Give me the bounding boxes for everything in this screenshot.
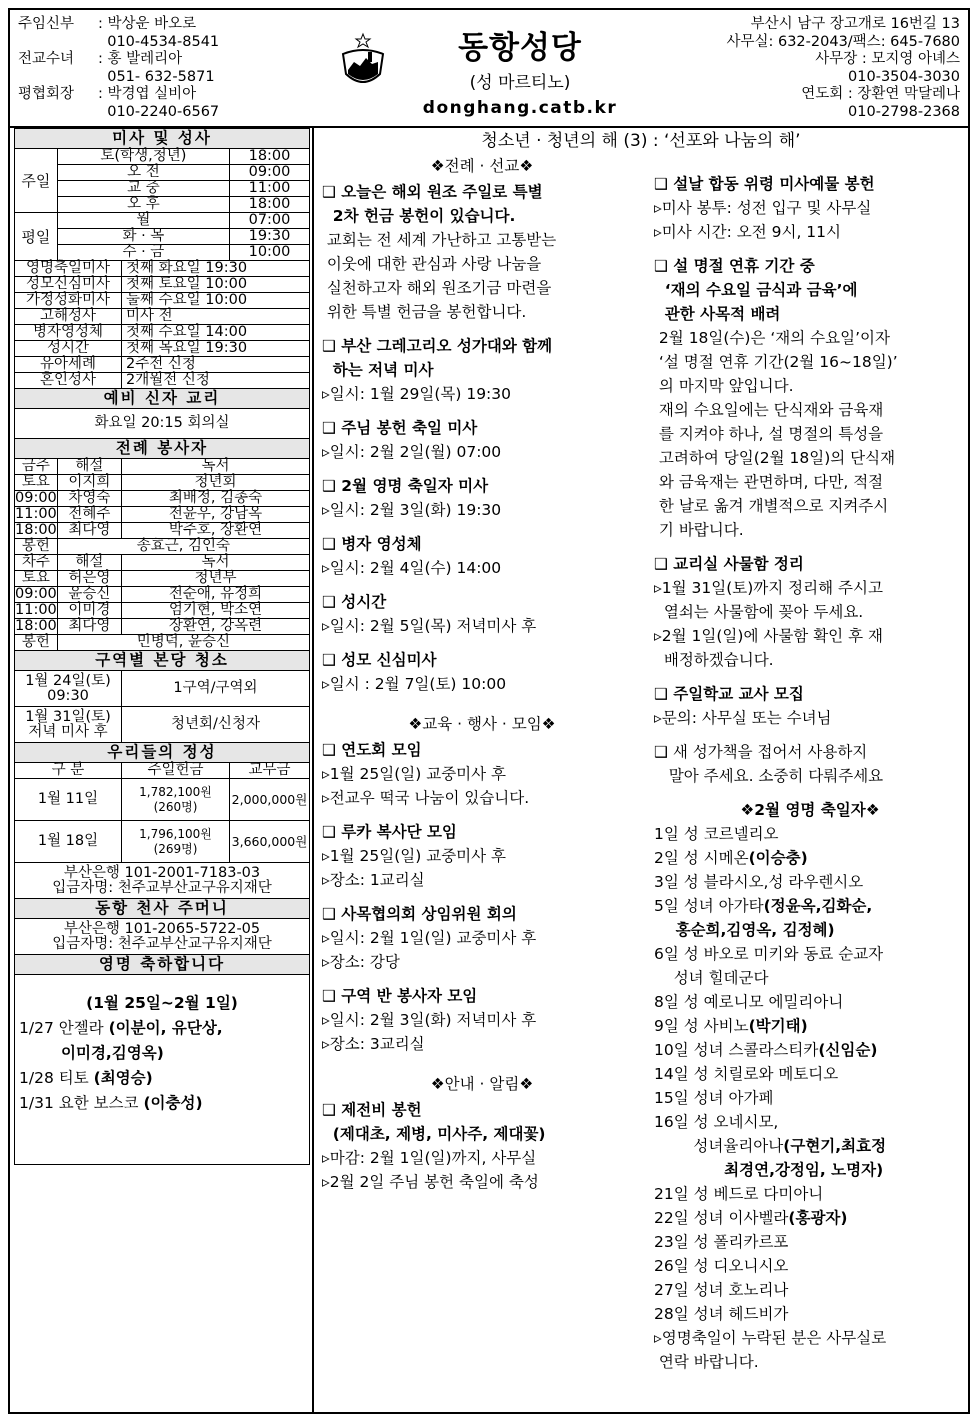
table-row	[15, 213, 310, 229]
table-cell: 병자영성체	[15, 325, 122, 341]
feb-feast-day: 22일	[654, 1209, 694, 1227]
feb-feast-row	[654, 870, 966, 894]
table-row	[15, 293, 310, 309]
table-cell: 이미경	[57, 603, 121, 619]
table-cell: 주일헌금	[122, 763, 230, 779]
feb-feast-row	[654, 1302, 966, 1326]
table-cell: 이지희	[57, 475, 121, 491]
feb-feast-saint: 성 예로니모 에밀리아니	[683, 993, 844, 1011]
table-cell: 둘째 수요일 10:00	[122, 293, 310, 309]
table-cell: 성시간	[15, 341, 122, 357]
news-body: ▹일시: 2월 4일(수) 14:00	[322, 559, 502, 577]
table-cell: 09:00	[230, 165, 310, 181]
table-cell: 차주	[15, 555, 58, 571]
feast-saint: 요한 보스코	[58, 1094, 144, 1112]
table-cell: 1월 31일(토) 저녁 미사 후	[15, 707, 122, 743]
news-heading: ❑ 설 명절 연휴 기간 중 ‘재의 수요일 금식과 금육’에 관한 사목적 배려	[654, 257, 858, 323]
table-cell: 최배정, 김종숙	[122, 491, 310, 507]
section-heading: 동항 천사 주머니	[15, 899, 310, 919]
news-heading: ❑ 루카 복사단 모임	[322, 823, 457, 841]
table-row	[15, 603, 310, 619]
news-body: ▹1월 25일(일) 교중미사 후 ▹장소: 1교리실	[322, 847, 507, 889]
section-heading: 전례 봉사자	[15, 439, 310, 459]
table-cell: 토요	[15, 571, 58, 587]
table-row	[15, 507, 310, 523]
feast-date: 1/28	[19, 1069, 59, 1087]
staff-name: : 박경엽 실비아 010-2240-6567	[98, 86, 220, 120]
table-cell: 전혜주	[57, 507, 121, 523]
staff-row	[18, 51, 219, 86]
header	[10, 10, 968, 128]
news-heading: ❑ 부산 그레고리오 성가대와 함께 하는 저녁 미사	[322, 337, 553, 379]
feb-feast-day: 27일	[654, 1281, 694, 1299]
news-body: ▹일시: 2월 3일(화) 저녁미사 후 ▹장소: 3교리실	[322, 1011, 537, 1053]
table-row	[15, 181, 310, 197]
table-cell: 18:00	[230, 149, 310, 165]
header-staff	[18, 16, 219, 121]
feb-feast-saint: 성 사비노	[683, 1017, 749, 1035]
table-cell: 송효근, 김인숙	[57, 539, 309, 555]
feb-feast-row	[654, 942, 966, 966]
table-row	[15, 491, 310, 507]
feb-feast-day: 6일	[654, 945, 684, 963]
news-body: ▹1월 25일(일) 교중미사 후 ▹전교우 떡국 나눔이 있습니다.	[322, 765, 530, 807]
table-cell: 민병덕, 윤승신	[57, 635, 309, 651]
news-item	[654, 552, 966, 672]
news-item	[322, 820, 642, 892]
feb-feast-row	[654, 1014, 966, 1038]
table-cell: 1월 11일	[15, 779, 122, 821]
feb-feast-day: 21일	[654, 1185, 694, 1203]
church-title: 동항성당	[458, 30, 582, 66]
feb-feast-names: (홍광자)	[788, 1209, 848, 1227]
feb-feast-saint: 성 바오로 미키와 동료 순교자	[683, 945, 884, 963]
feb-feast-saint: 성녀 아가타	[683, 897, 764, 915]
table-row	[15, 229, 310, 245]
table-cell: 청년부	[122, 571, 310, 587]
feast-item	[19, 1091, 305, 1116]
feb-feast-names: (신임순)	[818, 1041, 878, 1059]
table-row	[15, 389, 310, 409]
table-cell: 09:00	[15, 490, 57, 506]
table-cell: 토요	[15, 475, 58, 491]
table-cell: 봉헌	[15, 635, 58, 651]
table-cell: 유아세례	[15, 357, 122, 373]
feb-feast-day: 3일	[654, 873, 684, 891]
table-cell: 오 후	[57, 197, 229, 213]
news-item	[654, 254, 966, 542]
table-row	[15, 863, 310, 899]
feb-feast-row	[654, 1158, 966, 1182]
table-cell: 1월 24일(토) 09:30	[15, 671, 122, 707]
table-cell: 해설	[57, 459, 121, 475]
table-cell: 2주전 신청	[122, 357, 310, 373]
table-cell: 1구역/구역외	[122, 671, 310, 707]
bulletin-page	[8, 8, 970, 1414]
table-cell: 09:00	[15, 586, 57, 602]
feb-feast-saint: 성 시메온	[683, 849, 749, 867]
theme-title: 청소년 · 청년의 해 (3) : ‘선포와 나눔의 해’	[481, 131, 801, 151]
table-cell: 18:00	[15, 522, 57, 538]
staff-name: : 홍 발레리아 051- 632-5871	[98, 51, 215, 85]
table-row	[15, 919, 310, 955]
schedule-table	[14, 128, 310, 1165]
table-cell: 교무금	[230, 763, 310, 779]
staff-row	[18, 86, 219, 121]
feb-feast-day: 23일	[654, 1233, 694, 1251]
header-center	[340, 20, 640, 120]
table-cell: 미사 전	[122, 309, 310, 325]
table-cell: 박주호, 장환연	[122, 523, 310, 539]
table-cell: 오 전	[57, 165, 229, 181]
feb-feast-saint: 성 디오니시오	[693, 1257, 789, 1275]
feb-feast-names: (구현기,최효정	[783, 1137, 887, 1155]
feb-feast-day: 28일	[654, 1305, 694, 1323]
feast-range: (1월 25일~2월 1일)	[86, 994, 238, 1012]
table-cell: 2개월전 신청	[122, 373, 310, 389]
feast-saint: 티토	[58, 1069, 94, 1087]
feb-feast-row	[654, 1134, 966, 1158]
table-cell: 토(학생,청년)	[57, 149, 229, 165]
table-cell: 1월 18일	[15, 821, 122, 863]
table-row	[15, 821, 310, 863]
section-heading: 구역별 본당 청소	[15, 651, 310, 671]
feb-feast-names: 최경연,강정임, 노명자)	[654, 1161, 884, 1179]
feb-feast-saint: 성 블라시오,성 라우렌시오	[683, 873, 864, 891]
feb-feast-row	[654, 1230, 966, 1254]
table-row	[15, 619, 310, 635]
church-url[interactable]: donghang.catb.kr	[422, 98, 618, 118]
feb-feast-saint: 성녀율리아나	[654, 1137, 784, 1155]
feb-feast-saint: 성 치릴로와 메토디오	[693, 1065, 839, 1083]
table-row	[15, 975, 310, 1165]
table-cell: 1,782,100원 (260명)	[122, 779, 230, 821]
section-heading: 우리들의 정성	[15, 743, 310, 763]
table-row	[15, 439, 310, 459]
feb-feast-row	[654, 990, 966, 1014]
table-row	[15, 459, 310, 475]
table-cell: 3,660,000원	[230, 821, 310, 863]
staff-role: 전교수녀	[18, 51, 75, 67]
table-cell: 월	[57, 213, 229, 229]
table-cell: 고해성사	[15, 309, 122, 325]
table-cell: 윤승신	[57, 587, 121, 603]
feb-feast-row	[654, 1278, 966, 1302]
table-cell: 부산은행 101-2001-7183-03 입금자명: 천주교부산교구유지재단	[15, 863, 310, 899]
table-cell: 영명축일미사	[15, 261, 122, 277]
table-cell: 2,000,000원	[230, 779, 310, 821]
feb-feast-row	[654, 1086, 966, 1110]
table-row	[15, 341, 310, 357]
feast-date: 1/27	[19, 1019, 59, 1037]
news-heading: ❑ 구역 반 봉사자 모임	[322, 987, 478, 1005]
feb-feast-row	[654, 894, 966, 918]
table-row	[15, 587, 310, 603]
table-cell: 첫째 토요일 10:00	[122, 277, 310, 293]
table-cell: 평일	[15, 213, 58, 261]
table-row	[15, 373, 310, 389]
news-body: ▹일시 : 2월 7일(토) 10:00	[322, 675, 507, 693]
news-body: 교회는 전 세계 가난하고 고통받는 이웃에 대한 관심과 사랑 나눔을 실천하고자 해외 원조기금 마련을 위한 특별 헌금을 봉헌합니다.	[326, 231, 557, 321]
table-cell: 전순애, 유정희	[122, 587, 310, 603]
table-row	[15, 899, 310, 919]
table-cell: 부산은행 101-2065-5722-05 입금자명: 천주교부산교구유지재단	[15, 919, 310, 955]
table-row	[15, 635, 310, 651]
news-heading: ❑ 제전비 봉헌 (제대초, 제병, 미사주, 제대꽃)	[322, 1101, 546, 1143]
table-cell: 화요일 20:15 회의실	[15, 409, 310, 439]
table-cell: 19:30	[230, 229, 310, 245]
table-cell: 차영숙	[57, 491, 121, 507]
table-cell: 혼인성사	[15, 373, 122, 389]
table-cell: 청년회/신청자	[122, 707, 310, 743]
feb-feast-names: (이승충)	[748, 849, 808, 867]
news-body: ▹일시: 2월 5일(목) 저녁미사 후	[322, 617, 537, 635]
news-heading: ❑ 교리실 사물함 정리	[654, 555, 804, 573]
table-cell: 구 분	[15, 763, 122, 779]
table-cell: 18:00	[230, 197, 310, 213]
table-cell: 18:00	[15, 618, 57, 634]
feb-feast-day: 10일	[654, 1041, 694, 1059]
news-body: ▹문의: 사무실 또는 수녀님	[654, 709, 832, 727]
feb-feast-names: (정윤옥,김화순,	[763, 897, 873, 915]
table-cell: 교 중	[57, 181, 229, 197]
news-heading: ❑ 2월 영명 축일자 미사	[322, 477, 489, 495]
table-row	[15, 277, 310, 293]
news-item	[322, 1098, 642, 1194]
feb-feast-saint: 성녀 스콜라스티카	[693, 1041, 819, 1059]
feb-feast-saint: 성녀 헤드비가	[693, 1305, 789, 1323]
news-body: ▹미사 봉투: 성전 입구 및 사무실 ▹미사 시간: 오전 9시, 11시	[654, 199, 872, 241]
news-heading: ❑ 오늘은 해외 원조 주일로 특별 2차 헌금 봉헌이 있습니다.	[322, 183, 543, 225]
feb-feast-row	[654, 966, 966, 990]
table-cell: 첫째 목요일 19:30	[122, 341, 310, 357]
table-cell: 해설	[57, 555, 121, 571]
table-row	[15, 165, 310, 181]
staff-role: 주임신부	[18, 16, 75, 32]
news-body: ▹일시: 1월 29일(목) 19:30	[322, 385, 511, 403]
feast-names-cont: 이미경,김영옥)	[61, 1044, 164, 1062]
table-cell: 독서	[122, 555, 310, 571]
news-body: ▹1월 31일(토)까지 정리해 주시고 열쇠는 사물함에 꽂아 두세요. ▹2월 1일(일)에 사물함 확인 후 재 배정하겠습니다.	[654, 579, 883, 669]
table-row	[15, 245, 310, 261]
section-heading: 예비 신자 교리	[15, 389, 310, 409]
table-row	[15, 763, 310, 779]
news-item	[322, 984, 642, 1056]
news-heading: ❑ 설날 합동 위령 미사예물 봉헌	[654, 175, 875, 193]
section-title-education: ❖교육 · 행사 · 모임❖	[408, 715, 556, 733]
table-cell: 금주	[15, 459, 58, 475]
table-cell: 성모신심미사	[15, 277, 122, 293]
feb-feast-day: 26일	[654, 1257, 694, 1275]
news-heading: ❑ 주님 봉헌 축일 미사	[322, 419, 478, 437]
news-body: ▹일시: 2월 3일(화) 19:30	[322, 501, 502, 519]
news-body: ▹일시: 2월 2일(월) 07:00	[322, 443, 502, 461]
table-cell: 장환연, 강옥련	[122, 619, 310, 635]
table-cell: 1,796,100원 (269명)	[122, 821, 230, 863]
table-cell: 가정성화미사	[15, 293, 122, 309]
section-title-feb-feasts: ❖2월 영명 축일자❖	[740, 801, 880, 819]
table-row	[15, 571, 310, 587]
table-cell: 허은영	[57, 571, 121, 587]
news-item	[322, 416, 642, 464]
news-heading: ❑ 사목협의회 상임위원 회의	[322, 905, 517, 923]
table-cell: 주일	[15, 149, 58, 213]
feb-feast-saint: 성녀 힐데군다	[654, 969, 769, 987]
table-cell: 화 · 목	[57, 229, 229, 245]
table-row	[15, 779, 310, 821]
section-title-notice: ❖안내 · 알림❖	[430, 1075, 534, 1093]
feast-names: (이분이, 유단상,	[108, 1019, 223, 1037]
feb-feast-saint: 성녀 아가페	[693, 1089, 774, 1107]
section-heading: 미사 및 성사	[15, 129, 310, 149]
feb-feast-day: 5일	[654, 897, 684, 915]
feb-feast-names: 홍순희,김영옥, 김정혜)	[654, 921, 835, 939]
table-cell: 봉헌	[15, 539, 58, 555]
church-patron: (성 마르티노)	[469, 73, 571, 93]
staff-name: : 박상운 바오로 010-4534-8541	[98, 16, 220, 50]
feb-feast-row	[654, 1254, 966, 1278]
table-row	[15, 651, 310, 671]
news-item	[322, 180, 642, 324]
feast-names: (이충성)	[143, 1094, 203, 1112]
news-heading: ❑ 성모 신심미사	[322, 651, 437, 669]
news-heading: ❑ 병자 영성체	[322, 535, 422, 553]
news-item	[654, 740, 966, 788]
feb-feast-saint: 성 폴리카르포	[693, 1233, 789, 1251]
news-heading: ❑ 성시간	[322, 593, 387, 611]
news-item	[322, 532, 642, 580]
table-cell: 10:00	[230, 245, 310, 261]
table-row	[15, 671, 310, 707]
feb-feast-day: 9일	[654, 1017, 684, 1035]
feb-feast-saint: 성 오네시모,	[693, 1113, 779, 1131]
table-cell: 독서	[122, 459, 310, 475]
section-title-liturgy: ❖전례 · 선교❖	[430, 157, 534, 175]
news-heading: ❑ 연도회 모임	[322, 741, 422, 759]
table-row	[15, 523, 310, 539]
section-heading: 영명 축하합니다	[15, 955, 310, 975]
feb-feast-row	[654, 1038, 966, 1062]
news-item	[322, 648, 642, 696]
table-row	[15, 743, 310, 763]
feb-feast-row	[654, 1110, 966, 1134]
table-row	[15, 357, 310, 373]
table-row	[15, 149, 310, 165]
feb-feast-names: (박기태)	[748, 1017, 808, 1035]
feb-feast-day: 14일	[654, 1065, 694, 1083]
header-contact: 부산시 남구 장고개로 16번길 13 사무실: 632-2043/팩스: 645-7680 사무장 : 모지영 아녜스 010-3504-3030 연도회 : 장환연 막달레나 010-2798-2368	[726, 16, 960, 120]
news-column-2	[654, 172, 966, 1374]
table-cell: 11:00	[15, 506, 57, 522]
news-item	[654, 172, 966, 244]
feast-date: 1/31	[19, 1094, 59, 1112]
feb-feast-saint: 성녀 이사벨라	[693, 1209, 789, 1227]
table-cell: 전윤우, 강남옥	[122, 507, 310, 523]
table-cell: 청년회	[122, 475, 310, 491]
feb-feast-note: ▹영명축일이 누락된 분은 사무실로 연락 바랍니다.	[654, 1329, 887, 1371]
staff-role: 평협회장	[18, 86, 75, 102]
table-cell: 첫째 화요일 19:30	[122, 261, 310, 277]
feb-feast-day: 2일	[654, 849, 684, 867]
table-row	[15, 129, 310, 149]
table-cell: 엄기현, 박소연	[122, 603, 310, 619]
table-cell: 11:00	[15, 602, 57, 618]
feb-feast-row	[654, 1182, 966, 1206]
feb-feast-row	[654, 846, 966, 870]
table-cell: 첫째 수요일 14:00	[122, 325, 310, 341]
table-row	[15, 475, 310, 491]
feb-feast-day: 16일	[654, 1113, 694, 1131]
news-item	[654, 682, 966, 730]
news-heading: ❑ 주일학교 교사 모집	[654, 685, 804, 703]
news-body: ❑ 새 성가책을 접어서 사용하지 말아 주세요. 소중히 다뤄주세요	[654, 743, 884, 785]
table-row	[15, 555, 310, 571]
news-body: ▹일시: 2월 1일(일) 교중미사 후 ▹장소: 강당	[322, 929, 537, 971]
news-column-1	[322, 154, 642, 1204]
news-body: ▹마감: 2월 1일(일)까지, 사무실 ▹2월 2일 주님 봉헌 축일에 축성	[322, 1149, 539, 1191]
feast-saint: 안젤라	[58, 1019, 109, 1037]
feb-feast-saint: 성녀 호노리나	[693, 1281, 789, 1299]
feb-feast-day: 15일	[654, 1089, 694, 1107]
table-cell	[15, 975, 310, 1165]
table-cell: 수 · 금	[57, 245, 229, 261]
feb-feast-row	[654, 822, 966, 846]
table-row	[15, 707, 310, 743]
table-row	[15, 325, 310, 341]
feb-feast-day: 8일	[654, 993, 684, 1011]
feb-feast-row	[654, 918, 966, 942]
news-item	[322, 902, 642, 974]
table-row	[15, 539, 310, 555]
church-emblem-icon	[340, 32, 386, 92]
news-item	[322, 474, 642, 522]
feast-item	[19, 1016, 305, 1041]
news-body: 2월 18일(수)은 ‘재의 수요일’이자 ‘설 명절 연휴 기간(2월 16~18일)’ 의 마지막 앞입니다. 재의 수요일에는 단식재와 금육재 를 지켜야 하나, 설 명절의 특성을 고려하여 당일(2월 18일)의 단식재 와 금육재는 관면하며, 다만, 적절 한 날로 옮겨 개별적으로 지켜주시 기 바랍니다.	[658, 329, 898, 539]
table-row	[15, 409, 310, 439]
table-row	[15, 197, 310, 213]
staff-row	[18, 16, 219, 51]
news-item	[322, 334, 642, 406]
left-column	[10, 128, 314, 1414]
right-column	[314, 128, 968, 1414]
news-item	[322, 590, 642, 638]
table-cell: 최다영	[57, 523, 121, 539]
feb-feast-row	[654, 1206, 966, 1230]
table-row	[15, 955, 310, 975]
feb-feast-day: 1일	[654, 825, 684, 843]
table-cell: 11:00	[230, 181, 310, 197]
table-cell: 최다영	[57, 619, 121, 635]
table-cell: 07:00	[230, 213, 310, 229]
news-item	[322, 738, 642, 810]
feb-feast-row	[654, 1062, 966, 1086]
table-row	[15, 309, 310, 325]
table-row	[15, 261, 310, 277]
feb-feast-saint: 성 코르넬리오	[683, 825, 779, 843]
feb-feast-saint: 성 베드로 다미아니	[693, 1185, 824, 1203]
feast-names: (최영승)	[93, 1069, 153, 1087]
feast-item	[19, 1066, 305, 1091]
